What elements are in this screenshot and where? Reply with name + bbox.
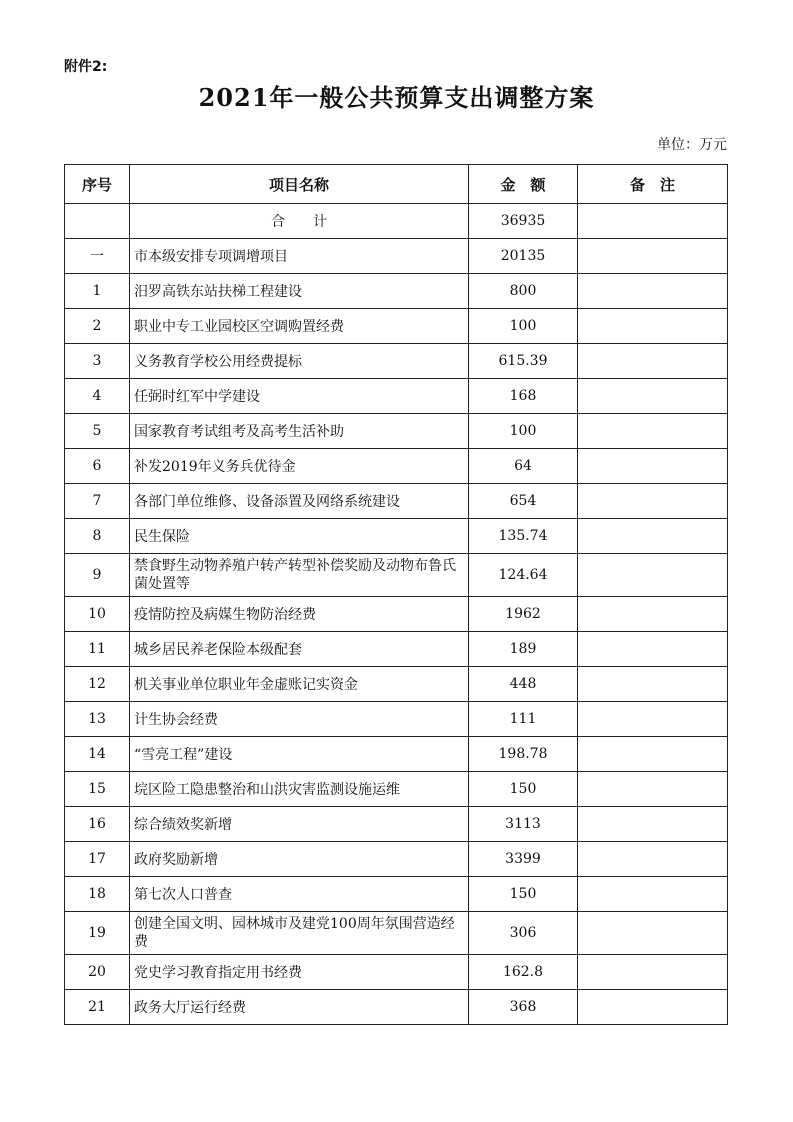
row-name: 职业中专工业园校区空调购置经费 (130, 309, 469, 344)
row-amount: 111 (469, 702, 578, 737)
table-row (65, 519, 728, 554)
row-amount: 198.78 (469, 737, 578, 772)
row-name: 任弼时红军中学建设 (130, 379, 469, 414)
row-note (578, 379, 728, 414)
row-note (578, 274, 728, 309)
table-row (65, 990, 728, 1025)
row-no: 12 (65, 667, 130, 702)
header-no: 序号 (65, 165, 130, 204)
header-note: 备 注 (578, 165, 728, 204)
row-note (578, 807, 728, 842)
row-amount: 615.39 (469, 344, 578, 379)
row-note (578, 667, 728, 702)
row-name: 综合绩效奖新增 (130, 807, 469, 842)
row-note (578, 912, 728, 955)
row-amount: 100 (469, 309, 578, 344)
table-row (65, 344, 728, 379)
row-note (578, 955, 728, 990)
table-row (65, 597, 728, 632)
row-amount: 800 (469, 274, 578, 309)
row-note (578, 554, 728, 597)
row-no: 13 (65, 702, 130, 737)
row-note (578, 519, 728, 554)
row-amount: 306 (469, 912, 578, 955)
table-row (65, 309, 728, 344)
table-row (65, 842, 728, 877)
row-name: 垸区险工隐患整治和山洪灾害监测设施运维 (130, 772, 469, 807)
row-note (578, 632, 728, 667)
row-name: 义务教育学校公用经费提标 (130, 344, 469, 379)
row-no: 3 (65, 344, 130, 379)
unit-label: 单位：万元 (657, 137, 727, 153)
section-name: 市本级安排专项调增项目 (130, 239, 469, 274)
table-row (65, 379, 728, 414)
row-no: 5 (65, 414, 130, 449)
table-row (65, 414, 728, 449)
row-note (578, 484, 728, 519)
row-note (578, 309, 728, 344)
total-no (65, 204, 130, 239)
total-label: 合 计 (130, 204, 469, 239)
table-row (65, 274, 728, 309)
row-note (578, 990, 728, 1025)
row-no: 10 (65, 597, 130, 632)
row-note (578, 414, 728, 449)
row-amount: 3399 (469, 842, 578, 877)
document-title: 2021年一般公共预算支出调整方案 (198, 83, 595, 112)
row-no: 15 (65, 772, 130, 807)
row-no: 18 (65, 877, 130, 912)
row-no: 1 (65, 274, 130, 309)
table-row (65, 554, 728, 597)
row-amount: 168 (469, 379, 578, 414)
attachment-label: 附件2: (64, 59, 108, 75)
row-name: 创建全国文明、园林城市及建党100周年氛围营造经费 (130, 912, 469, 955)
row-amount: 135.74 (469, 519, 578, 554)
row-no: 21 (65, 990, 130, 1025)
header-name: 项目名称 (130, 165, 469, 204)
row-amount: 654 (469, 484, 578, 519)
row-no: 17 (65, 842, 130, 877)
row-amount: 64 (469, 449, 578, 484)
row-name: 民生保险 (130, 519, 469, 554)
table-row (65, 807, 728, 842)
table-row (65, 449, 728, 484)
row-name: “雪亮工程”建设 (130, 737, 469, 772)
total-amount: 36935 (469, 204, 578, 239)
row-no: 20 (65, 955, 130, 990)
row-amount: 189 (469, 632, 578, 667)
table-row (65, 484, 728, 519)
row-amount: 100 (469, 414, 578, 449)
row-no: 16 (65, 807, 130, 842)
total-row (65, 204, 728, 239)
row-name: 城乡居民养老保险本级配套 (130, 632, 469, 667)
row-note (578, 449, 728, 484)
row-no: 4 (65, 379, 130, 414)
row-name: 补发2019年义务兵优待金 (130, 449, 469, 484)
table-row (65, 877, 728, 912)
row-amount: 150 (469, 877, 578, 912)
row-no: 2 (65, 309, 130, 344)
row-note (578, 702, 728, 737)
table-row (65, 955, 728, 990)
row-no: 8 (65, 519, 130, 554)
table-header-row (65, 165, 728, 204)
section-note (578, 239, 728, 274)
row-name: 政府奖励新增 (130, 842, 469, 877)
row-note (578, 597, 728, 632)
table-row (65, 737, 728, 772)
row-no: 19 (65, 912, 130, 955)
row-note (578, 842, 728, 877)
row-name: 政务大厅运行经费 (130, 990, 469, 1025)
row-note (578, 344, 728, 379)
row-no: 7 (65, 484, 130, 519)
header-amount: 金 额 (469, 165, 578, 204)
row-name: 疫情防控及病媒生物防治经费 (130, 597, 469, 632)
row-no: 9 (65, 554, 130, 597)
table-row (65, 667, 728, 702)
row-no: 6 (65, 449, 130, 484)
row-name: 党史学习教育指定用书经费 (130, 955, 469, 990)
row-name: 各部门单位维修、设备添置及网络系统建设 (130, 484, 469, 519)
row-name: 禁食野生动物养殖户转产转型补偿奖励及动物布鲁氏菌处置等 (130, 554, 469, 597)
section-no: 一 (65, 239, 130, 274)
row-amount: 3113 (469, 807, 578, 842)
table-row (65, 772, 728, 807)
section-amount: 20135 (469, 239, 578, 274)
row-amount: 124.64 (469, 554, 578, 597)
section-row (65, 239, 728, 274)
row-no: 14 (65, 737, 130, 772)
row-name: 汨罗高铁东站扶梯工程建设 (130, 274, 469, 309)
row-name: 国家教育考试组考及高考生活补助 (130, 414, 469, 449)
table-row (65, 702, 728, 737)
row-amount: 162.8 (469, 955, 578, 990)
budget-table (64, 164, 728, 1025)
table-row (65, 632, 728, 667)
row-amount: 368 (469, 990, 578, 1025)
row-note (578, 737, 728, 772)
row-note (578, 877, 728, 912)
total-note (578, 204, 728, 239)
row-note (578, 772, 728, 807)
row-name: 计生协会经费 (130, 702, 469, 737)
row-no: 11 (65, 632, 130, 667)
row-name: 第七次人口普查 (130, 877, 469, 912)
row-amount: 448 (469, 667, 578, 702)
row-name: 机关事业单位职业年金虚账记实资金 (130, 667, 469, 702)
table-row (65, 912, 728, 955)
row-amount: 1962 (469, 597, 578, 632)
row-amount: 150 (469, 772, 578, 807)
